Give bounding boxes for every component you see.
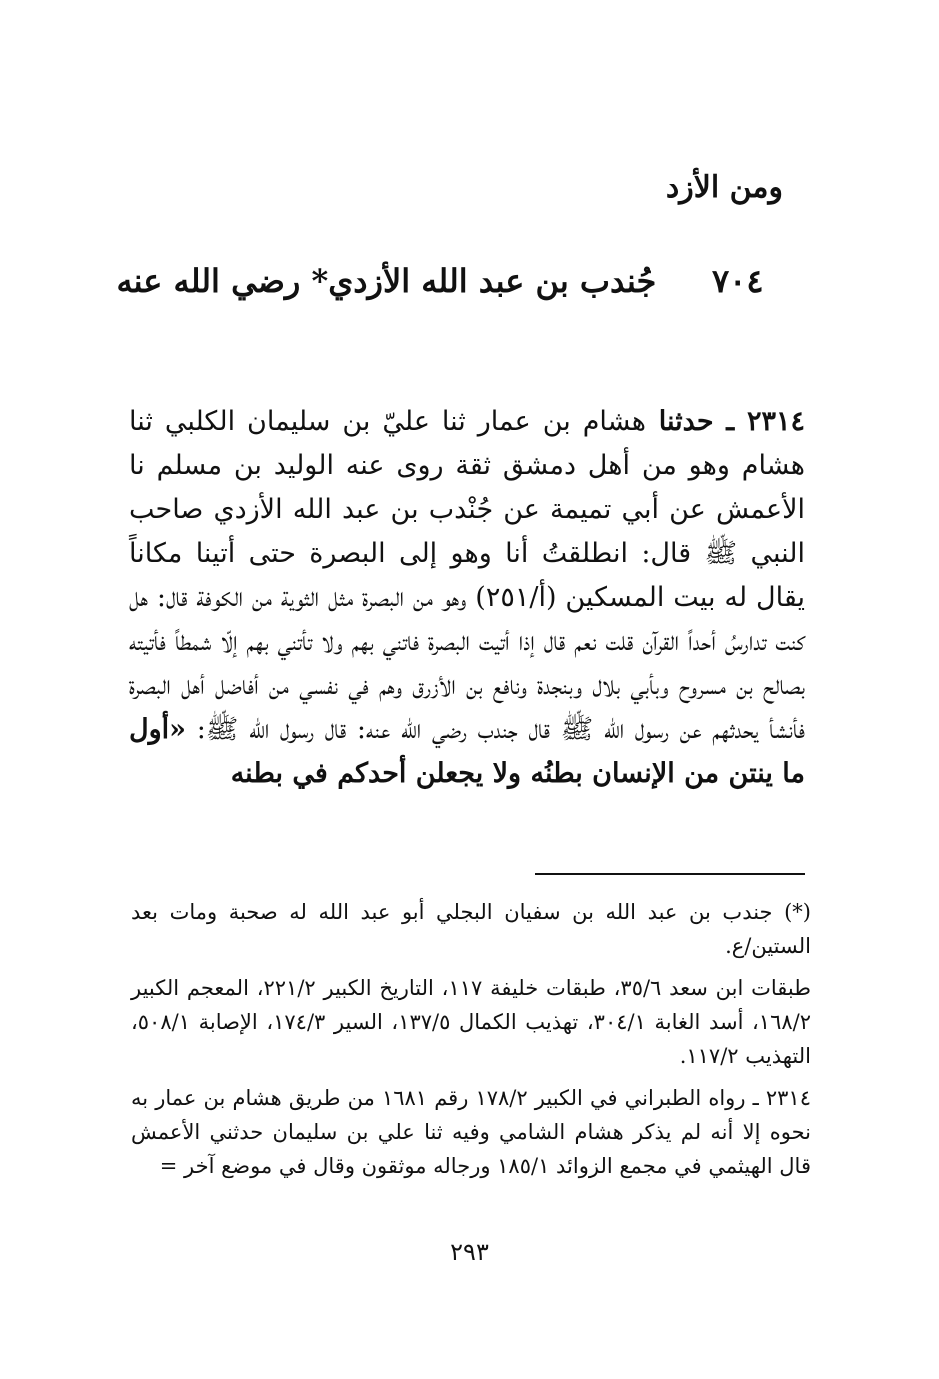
footnote-divider [535, 873, 805, 875]
footnotes [131, 895, 811, 1191]
section-heading: ومن الأزد [665, 170, 783, 205]
hadith-body: هشام بن عمار ثنا عليّ بن سليمان الكلبي ثنا هشام وهو من أهل دمشق ثقة روى عنه الوليد بن مسلم نا الأعمش عن أبي تميمة عن جُنْدب بن عبد الله الأزدي صاحب النبي ﷺ قال: انطلقتُ أنا وهو إلى البصرة حتى أتينا مكاناً يقال له بيت المسكين (أ/٢٥١) وهو من البصرة مثل الثوية من الكوفة قال: هل كنت تدارسُ أحداً القرآن قلت نعم قال إذا أتيت البصرة فاتني بهم ولا تأتني بهم إلّا شمطاً فأتيته بصالح بن مسروح وبأبي بلال وبنجدة ونافع بن الأزرق وهم في نفسي من أفاضل أهل البصرة فأنشأ يحدثهم عن رسول الله ﷺ قال جندب رضي الله عنه: قال رسول الله ﷺ: [129, 406, 805, 745]
hadith-opening: ـ حدثنا [645, 406, 747, 437]
footnote-hadith-takhrij: ٢٣١٤ ـ رواه الطبراني في الكبير ١٧٨/٢ رقم ١٦٨١ من طريق هشام بن عمار به نحوه إلا أنه لم يذكر هشام الشامي وفيه ثنا علي بن سليمان حدثني الأعمش قال الهيثمي في مجمع الزوائد ١٨٥/١ ورجاله موثقون وقال في موضع آخر = [131, 1086, 811, 1178]
entry-title [0, 262, 880, 300]
footnote-sources: طبقات ابن سعد ٣٥/٦، طبقات خليفة ١١٧، التاريخ الكبير ٢٢١/٢، المعجم الكبير ١٦٨/٢، أسد الغابة ٣٠٤/١، تهذيب الكمال ١٣٧/٥، السير ١٧٤/٣، الإصابة ٥٠٨/١، التهذيب ١١٧/٢. [131, 976, 811, 1068]
hadith-number: ٢٣١٤ [746, 406, 805, 437]
hadith-text [129, 400, 805, 796]
footnote-biography: (*) جندب بن عبد الله بن سفيان البجلي أبو عبد الله له صحبة ومات بعد الستين/ع. [131, 900, 811, 958]
hadith-quote: «أول ما ينتن من الإنسان بطنُه ولا يجعلن أحدكم في بطنه [129, 714, 805, 789]
entry-name: جُندب بن عبد الله الأزدي* رضي الله عنه [116, 262, 657, 300]
entry-number: ٧٠٤ [711, 262, 764, 300]
page-number: ٢٩٣ [450, 1238, 489, 1266]
